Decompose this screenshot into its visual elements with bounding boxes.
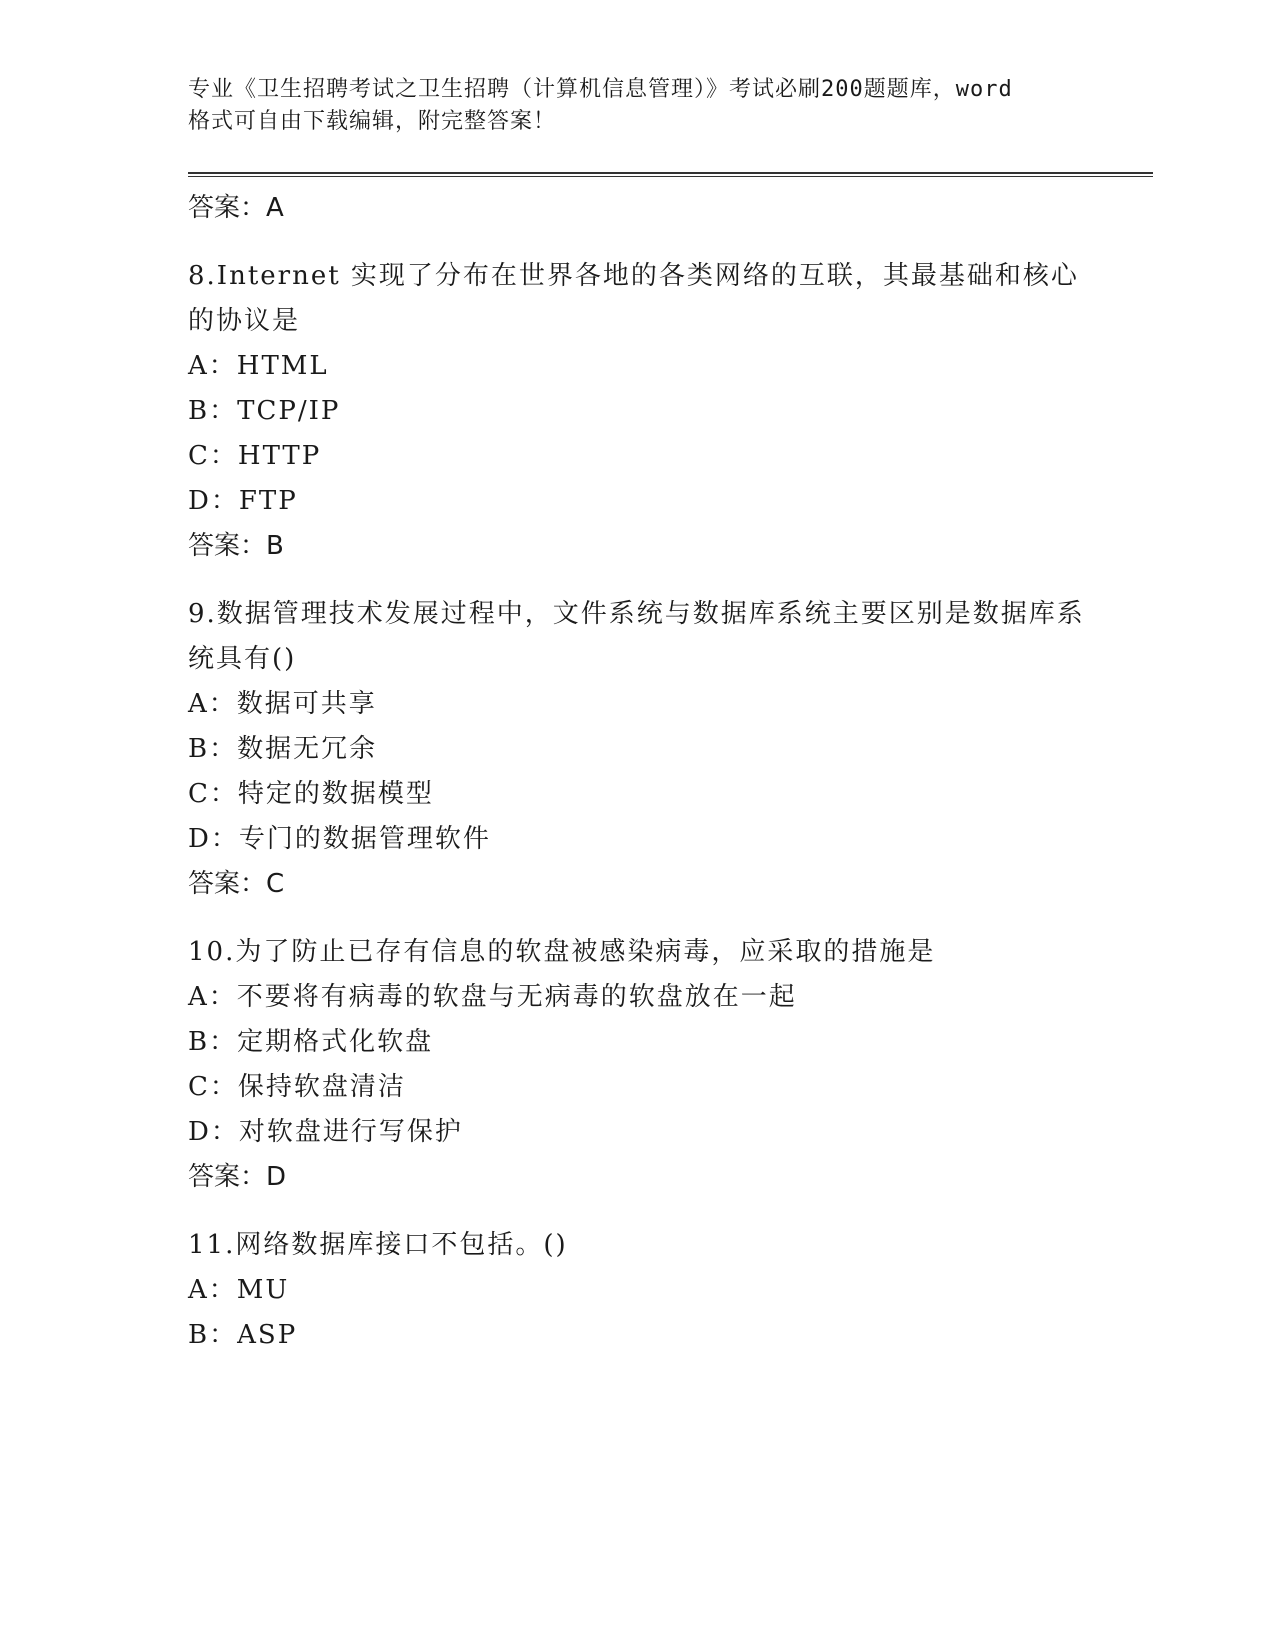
option-b: B：TCP/IP <box>188 396 341 426</box>
option-d: D：FTP <box>188 486 298 516</box>
answer: 答案：C <box>188 869 285 899</box>
header-title-line-2: 格式可自由下载编辑，附完整答案！ <box>188 109 557 134</box>
option-b: B：定期格式化软盘 <box>188 1027 434 1057</box>
header-title-line-1: 专业《卫生招聘考试之卫生招聘（计算机信息管理）》考试必刷200题题库，word <box>188 77 1013 102</box>
question-text: 9.数据管理技术发展过程中，文件系统与数据库系统主要区别是数据库系统具有() <box>188 599 1085 674</box>
question-text: 10.为了防止已存有信息的软盘被感染病毒，应采取的措施是 <box>188 937 936 967</box>
option-a: A：HTML <box>188 351 329 381</box>
question-11 <box>188 1223 1088 1358</box>
answer: 答案：D <box>188 1162 287 1192</box>
option-c: C：特定的数据模型 <box>188 779 434 809</box>
option-a: A：不要将有病毒的软盘与无病毒的软盘放在一起 <box>188 982 797 1012</box>
header-divider-bottom <box>188 176 1153 177</box>
question-text: 8.Internet 实现了分布在世界各地的各类网络的互联，其最基础和核心的协议是 <box>188 261 1079 336</box>
option-d: D：对软盘进行写保护 <box>188 1117 463 1147</box>
option-a: A：数据可共享 <box>188 689 377 719</box>
option-c: C：保持软盘清洁 <box>188 1072 406 1102</box>
previous-answer: 答案：A <box>188 193 284 223</box>
option-c: C：HTTP <box>188 441 322 471</box>
question-9 <box>188 592 1088 906</box>
option-a: A：MU <box>188 1275 290 1305</box>
option-b: B：数据无冗余 <box>188 734 378 764</box>
option-d: D：专门的数据管理软件 <box>188 824 491 854</box>
question-8 <box>188 254 1088 568</box>
header-divider-top <box>188 172 1153 174</box>
answer: 答案：B <box>188 531 284 561</box>
option-b: B：ASP <box>188 1320 298 1350</box>
question-text: 11.网络数据库接口不包括。() <box>188 1230 568 1260</box>
question-list <box>188 186 1088 1358</box>
document-header <box>188 74 1108 138</box>
question-10 <box>188 930 1088 1199</box>
